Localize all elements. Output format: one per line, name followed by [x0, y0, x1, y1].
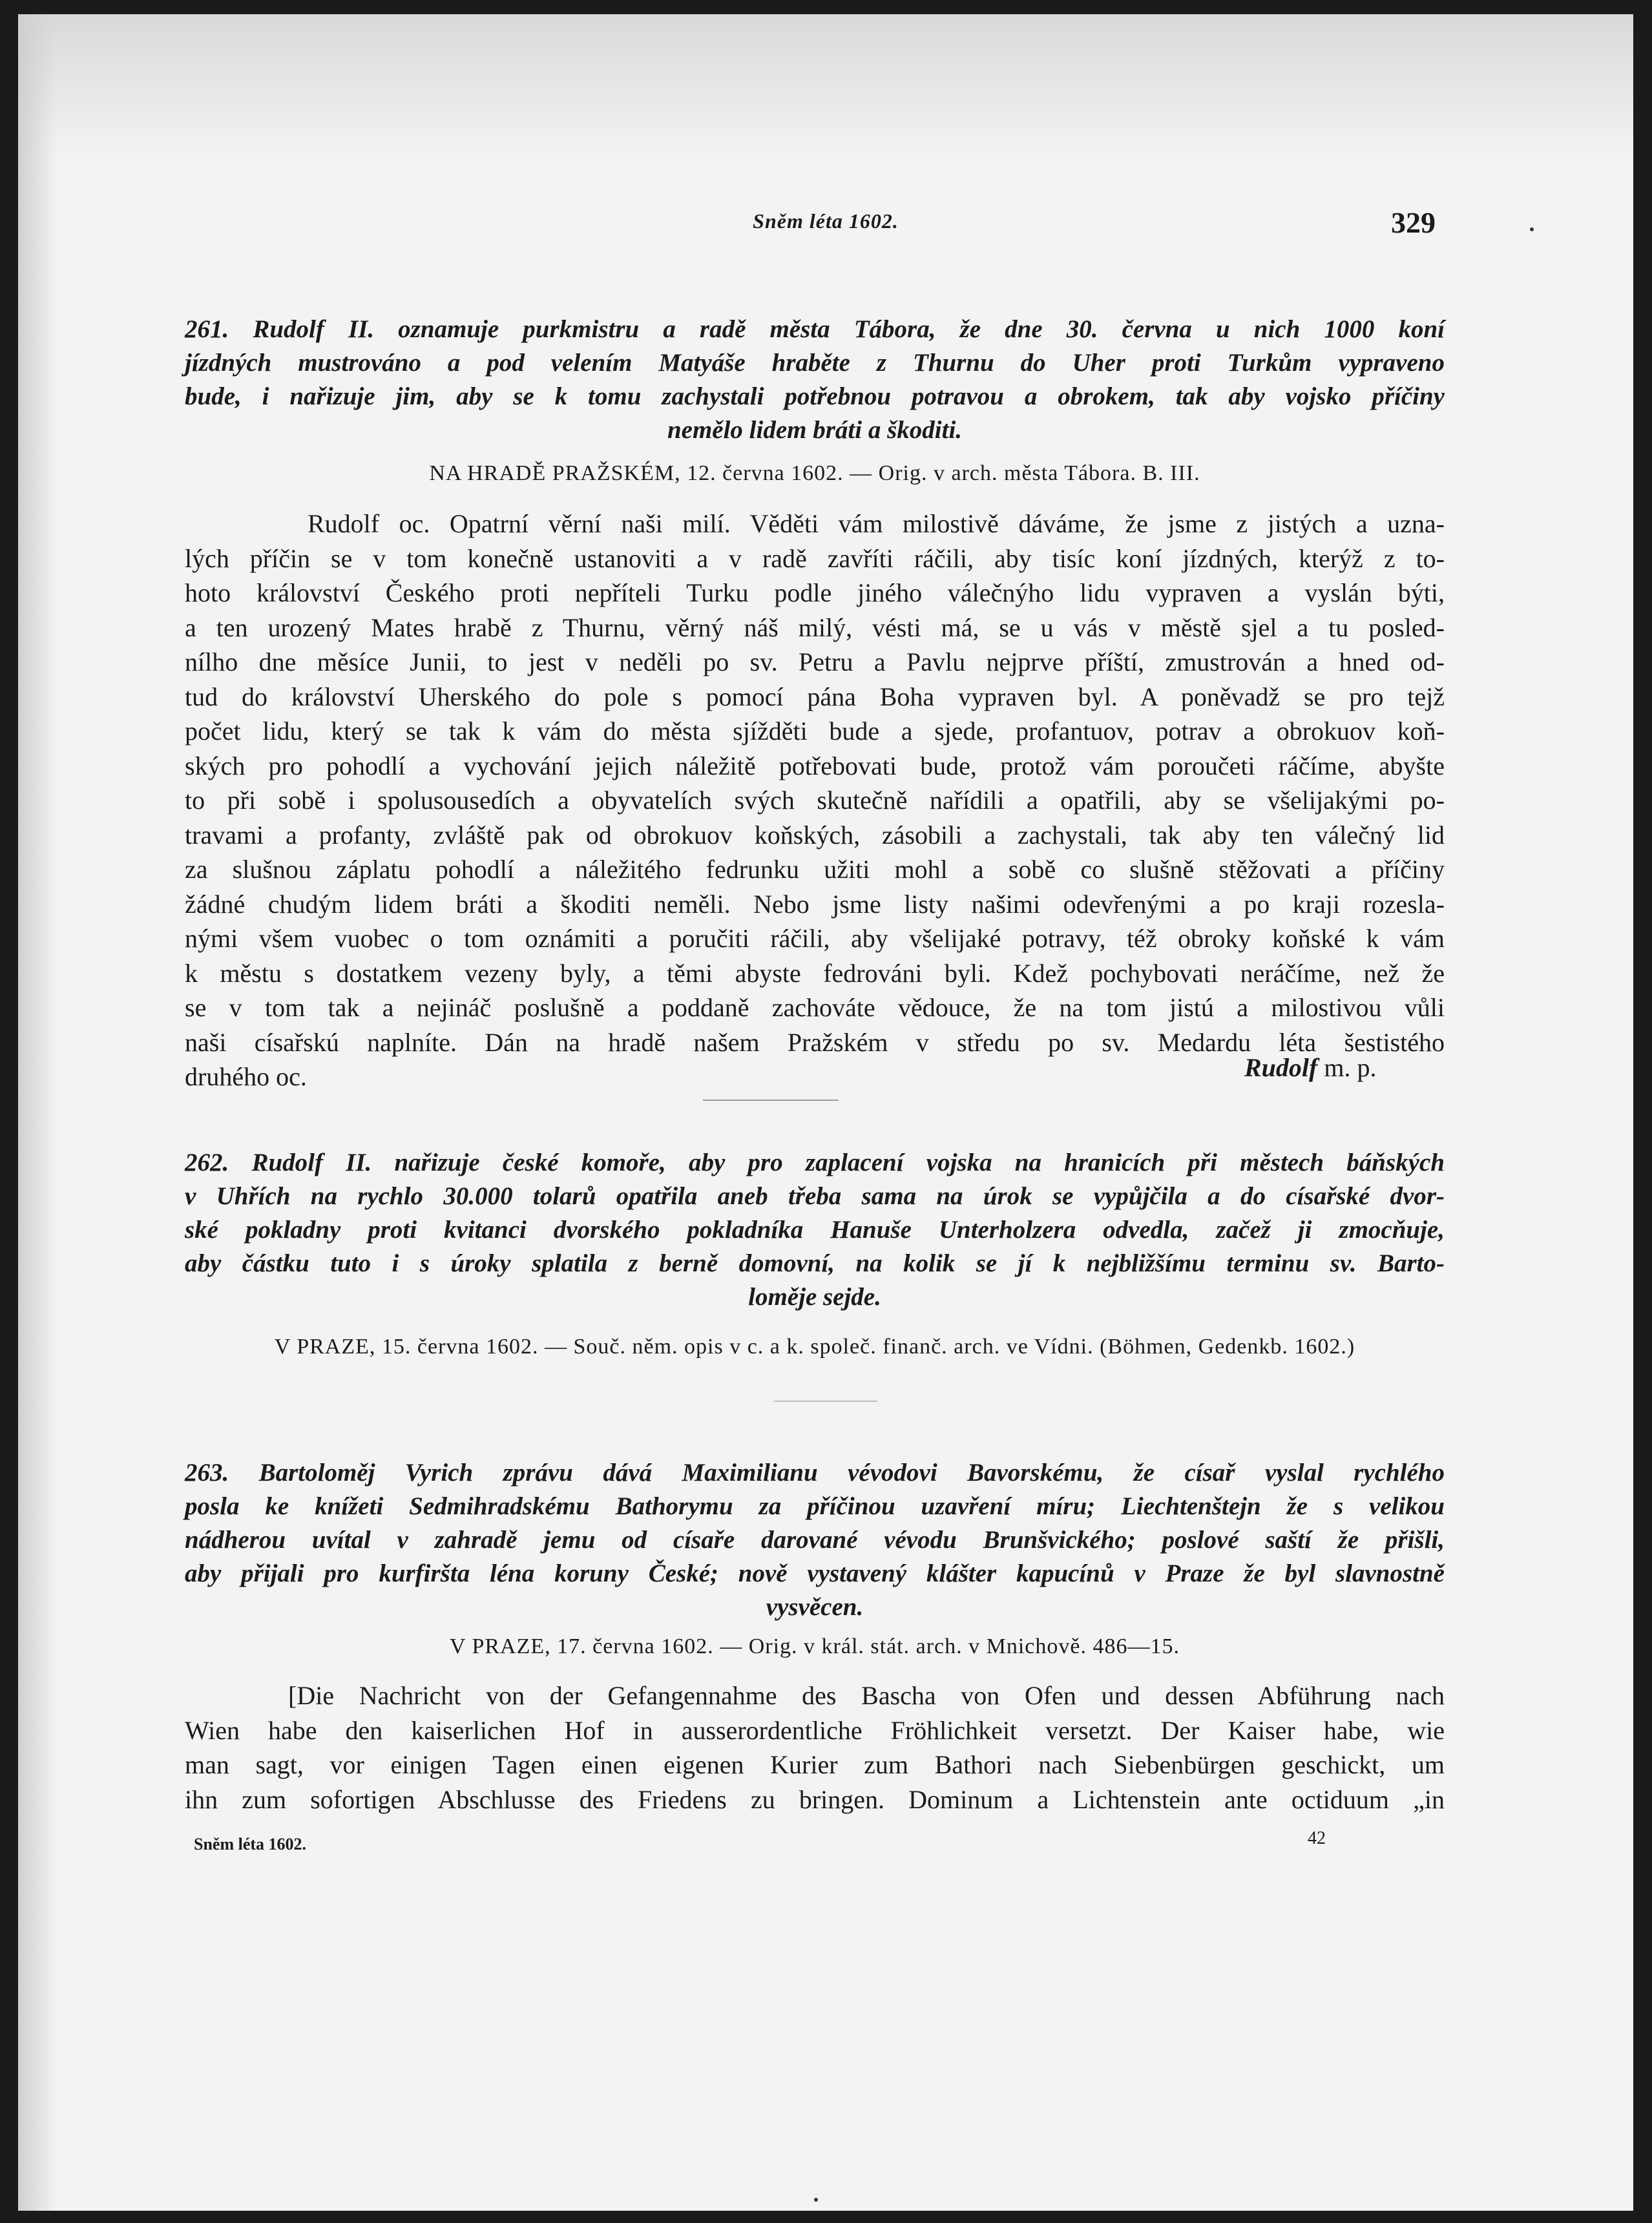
entry-262-regest: [185, 1146, 1445, 1314]
entry-261-regest: [185, 313, 1445, 447]
regest-line: aby přijali pro kurfiršta léna koruny České; nově vystavený klášter kapucínů v Praze že byl slavnostně: [185, 1560, 1445, 1587]
body-line: druhého oc.: [185, 1062, 307, 1091]
entry-263-body: [185, 1678, 1445, 1817]
body-line: man sagt, vor einigen Tagen einen eigenen Kurier zum Bathori nach Siebenbürgen geschickt, um: [185, 1750, 1445, 1779]
body-line: Rudolf oc. Opatrní věrní naši milí. Věděti vám milostivě dáváme, že jsme z jistých a uzna-: [308, 509, 1445, 538]
body-line: nílho dne měsíce Junii, to jest v neděli po sv. Petru a Pavlu nejprve příští, zmustrován a hned od-: [185, 647, 1445, 676]
body-line: [Die Nachricht von der Gefangennahme des Bascha von Ofen und dessen Abführung nach: [288, 1681, 1445, 1710]
entry-263-source: V PRAZE, 17. června 1602. — Orig. v král. stát. arch. v Mnichově. 486—15.: [450, 1634, 1180, 1658]
entry-262-source: V PRAZE, 15. června 1602. — Souč. něm. opis v c. a k. společ. finanč. arch. ve Vídni. (Böhmen, Gedenkb. 1602.): [274, 1335, 1355, 1359]
signature-suffix: m. p.: [1324, 1053, 1377, 1082]
signature-mark: Sněm léta 1602.: [194, 1835, 307, 1853]
body-line: naši císařskú naplníte. Dán na hradě našem Pražském v středu po sv. Medardu léta šestistého: [185, 1027, 1445, 1057]
regest-line: loměje sejde.: [748, 1283, 881, 1311]
regest-line: jízdných mustrováno a pod velením Matyáše hraběte z Thurnu do Uher proti Turkům vypraveno: [185, 349, 1445, 377]
body-line: nými všem vuobec o tom oznámiti a poručiti ráčili, aby všelijaké potravy, též obroky koňské k vám: [185, 924, 1445, 953]
regest-line: vysvěcen.: [766, 1593, 864, 1621]
section-divider: [774, 1401, 877, 1402]
regest-line: nádherou uvítal v zahradě jemu od císaře darované vévodu Brunšvického; poslové saští že přišli,: [185, 1526, 1445, 1554]
regest-line: aby částku tuto i s úroky splatila z berně domovní, na kolik se jí k nejbližšímu terminu sv. Barto-: [185, 1249, 1445, 1277]
page-number: 329: [1391, 206, 1436, 239]
body-line: za slušnou záplatu pohodlí a náležitého fedrunku užiti mohl a sobě co slušně stěžovati a příčiny: [185, 855, 1445, 884]
body-line: to při sobě i spolusousedích a obyvatelích svých skutečně nařídili a opatřili, aby se všelijakými po-: [185, 786, 1445, 815]
body-line: hoto království Českého proti nepříteli Turku podle jiného válečnýho lidu vypraven a vyslán býti,: [185, 578, 1445, 607]
signature-name: Rudolf: [1244, 1053, 1318, 1082]
signature: [1244, 1052, 1376, 1083]
body-line: travami a profanty, zvláště pak od obrokuov koňských, zásobili a zachystali, tak aby ten válečný lid: [185, 820, 1445, 850]
body-line: tud do království Uherského do pole s pomocí pána Boha vypraven byl. A poněvadž se pro tejž: [185, 682, 1445, 711]
regest-line: ské pokladny proti kvitanci dvorského pokladníka Hanuše Unterholzera odvedla, začež ji zmocňuje,: [185, 1216, 1445, 1244]
body-line: počet lidu, který se tak k vám do města sjížděti bude a sjede, profantuov, potrav a obrokuov koň-: [185, 716, 1445, 746]
regest-line: posla ke knížeti Sedmihradskému Bathorymu za příčinou uzavření míru; Liechtenštejn že s velikou: [185, 1492, 1445, 1520]
regest-line: 263. Bartoloměj Vyrich zprávu dává Maximilianu vévodovi Bavorskému, že císař vyslal rychlého: [185, 1459, 1445, 1487]
body-line: ských pro pohodlí a vychování jejich náležitě potřebovati bude, protož vám poroučeti ráčíme, abyšte: [185, 751, 1445, 780]
entry-261-body: [185, 506, 1445, 1094]
body-line: se v tom tak a nejináč poslušně a poddaně zachováte vědouce, že na tom jistú a milostivou vůli: [185, 993, 1445, 1022]
regest-line: bude, i nařizuje jim, aby se k tomu zachystali potřebnou potravou a obrokem, tak aby vojsko příčiny: [185, 382, 1445, 410]
scan-speck: [1530, 227, 1534, 231]
regest-line: v Uhřích na rychlo 30.000 tolarů opatřila aneb třeba sama na úrok se vypůjčila a do císařské dvor-: [185, 1182, 1445, 1210]
body-line: k městu s dostatkem vezeny byly, a těmi abyste fedrováni byli. Kdež pochybovati neráčíme, než že: [185, 958, 1445, 988]
body-line: Wien habe den kaiserlichen Hof in ausserordentliche Fröhlichkeit versetzt. Der Kaiser habe, wie: [185, 1715, 1445, 1745]
body-line: lých příčin se v tom konečně ustanoviti a v radě zavříti ráčili, aby tisíc koní jízdných, kterýž z to-: [185, 543, 1445, 573]
entry-261-source: NA HRADĚ PRAŽSKÉM, 12. června 1602. — Orig. v arch. města Tábora. B. III.: [429, 461, 1200, 485]
body-line: ihn zum sofortigen Abschlusse des Friedens zu bringen. Dominum a Lichtenstein ante octiduum „in: [185, 1784, 1445, 1814]
body-line: a ten urozený Mates hrabě z Thurnu, věrný náš milý, vésti má, se u vás v městě sjel a tu posled-: [185, 612, 1445, 642]
regest-line: 261. Rudolf II. oznamuje purkmistru a radě města Tábora, že dne 30. června u nich 1000 koní: [185, 315, 1445, 343]
regest-line: nemělo lidem bráti a škoditi.: [667, 416, 963, 444]
scan-speck: [814, 2198, 818, 2202]
regest-line: 262. Rudolf II. nařizuje české komoře, aby pro zaplacení vojska na hranicích při městech báňských: [185, 1149, 1445, 1176]
section-divider: [703, 1100, 839, 1101]
scanned-page: [18, 14, 1633, 2211]
body-line: žádné chudým lidem bráti a škoditi neměli. Nebo jsme listy našimi odevřenými a po kraji rozesla-: [185, 889, 1445, 919]
entry-263-regest: [185, 1456, 1445, 1624]
running-head: Sněm léta 1602.: [753, 209, 899, 233]
sheet-number: 42: [1308, 1828, 1326, 1848]
